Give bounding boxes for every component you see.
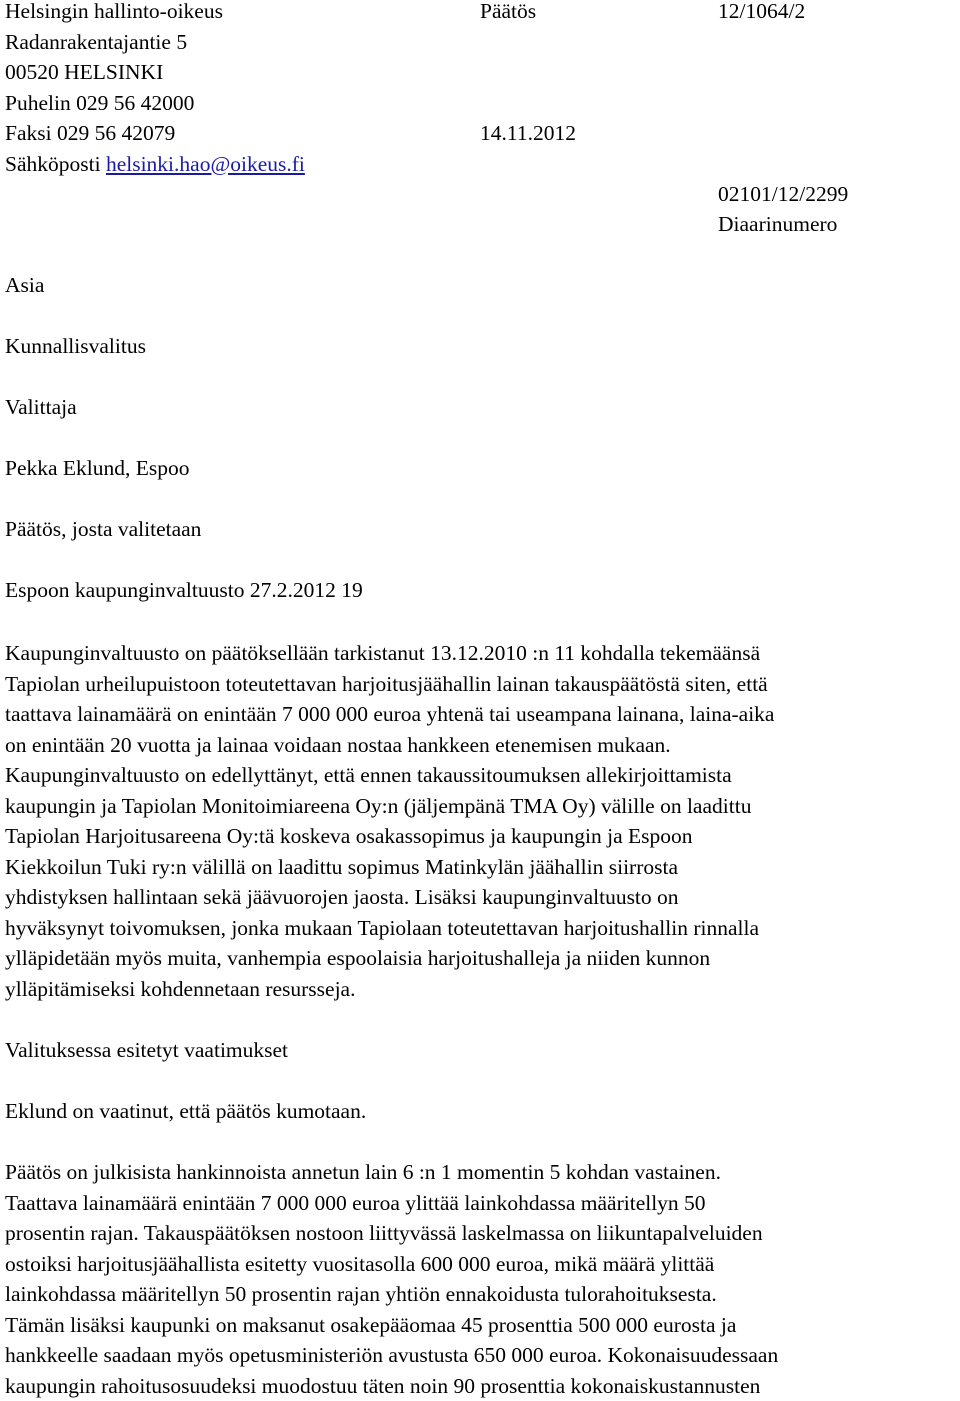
paragraph-line: yhdistyksen hallintaan sekä jäävuorojen jaosta. Lisäksi kaupunginvaltuusto on [5, 882, 960, 913]
paragraph-line: lainkohdassa määritellyn 50 prosentin rajan yhtiön ennakoidusta tulorahoituksesta. [5, 1279, 960, 1310]
valittaja-label: Valittaja [5, 392, 77, 423]
court-address-block [5, 0, 305, 179]
paragraph-line: ylläpitämiseksi kohdennetaan resursseja. [5, 974, 960, 1005]
diary-number: 02101/12/2299 [718, 179, 848, 210]
paragraph-line: taattava lainamäärä on enintään 7 000 000 euroa yhtenä tai useampana lainana, laina-aika [5, 699, 960, 730]
paragraph-line: prosentin rajan. Takauspäätöksen nostoon liittyvässä laskelmassa on liikuntapalveluiden [5, 1218, 960, 1249]
postal-address: 00520 HELSINKI [5, 57, 305, 88]
phone-number: Puhelin 029 56 42000 [5, 88, 305, 119]
claims-label: Valituksessa esitetyt vaatimukset [5, 1035, 288, 1066]
paragraph-line: Tapiolan urheilupuistoon toteutettavan harjoitusjäähallin lainan takauspäätöstä siten, että [5, 669, 960, 700]
claims-value: Eklund on vaatinut, että päätös kumotaan. [5, 1096, 366, 1127]
paragraph-line: Kaupunginvaltuusto on päätöksellään tarkistanut 13.12.2010 :n 11 kohdalla tekemäänsä [5, 638, 960, 669]
paragraph-line: Tapiolan Harjoitusareena Oy:tä koskeva osakassopimus ja kaupungin ja Espoon [5, 821, 960, 852]
document-number: 12/1064/2 [718, 0, 805, 27]
paragraph-line: on enintään 20 vuotta ja lainaa voidaan nostaa hankkeen etenemisen mukaan. [5, 730, 960, 761]
email-line [5, 149, 305, 180]
paragraph-line: kaupungin rahoitusosuudeksi muodostuu täten noin 90 prosenttia kokonaiskustannusten [5, 1371, 960, 1401]
court-name: Helsingin hallinto-oikeus [5, 0, 305, 27]
paragraph-line: hankkeelle saadaan myös opetusministeriön avustusta 650 000 euroa. Kokonaisuudessaan [5, 1340, 960, 1371]
paragraph-line: ostoiksi harjoitusjäähallista esitetty vuositasolla 600 000 euroa, mikä määrä ylittää [5, 1249, 960, 1280]
asia-value: Kunnallisvalitus [5, 331, 146, 362]
fax-number: Faksi 029 56 42079 [5, 118, 305, 149]
email-link[interactable]: helsinki.hao@oikeus.fi [106, 152, 305, 176]
decision-description-paragraph [5, 638, 960, 1004]
paragraph-line: hyväksynyt toivomuksen, jonka mukaan Tapiolaan toteutettavan harjoitushallin rinnalla [5, 913, 960, 944]
paragraph-line: ylläpidetään myös muita, vanhempia espoolaisia harjoitushalleja ja niiden kunnon [5, 943, 960, 974]
paragraph-line: Tämän lisäksi kaupunki on maksanut osakepääomaa 45 prosenttia 500 000 eurosta ja [5, 1310, 960, 1341]
appealed-decision-value: Espoon kaupunginvaltuusto 27.2.2012 19 [5, 575, 363, 606]
street-address: Radanrakentajantie 5 [5, 27, 305, 58]
appealed-decision-label: Päätös, josta valitetaan [5, 514, 201, 545]
email-label: Sähköposti [5, 152, 101, 176]
paragraph-line: kaupungin ja Tapiolan Monitoimiareena Oy:n (jäljempänä TMA Oy) välille on laadittu [5, 791, 960, 822]
valittaja-value: Pekka Eklund, Espoo [5, 453, 190, 484]
asia-label: Asia [5, 270, 44, 301]
paragraph-line: Kiekkoilun Tuki ry:n välillä on laadittu sopimus Matinkylän jäähallin siirrosta [5, 852, 960, 883]
paragraph-line: Päätös on julkisista hankinnoista annetun lain 6 :n 1 momentin 5 kohdan vastainen. [5, 1157, 960, 1188]
paragraph-line: Taattava lainamäärä enintään 7 000 000 euroa ylittää lainkohdassa määritellyn 50 [5, 1188, 960, 1219]
paragraph-line: Kaupunginvaltuusto on edellyttänyt, että ennen takaussitoumuksen allekirjoittamista [5, 760, 960, 791]
document-date: 14.11.2012 [480, 118, 576, 149]
document-type: Päätös [480, 0, 536, 27]
diary-number-label: Diaarinumero [718, 209, 837, 240]
claims-reasoning-paragraph [5, 1157, 960, 1401]
